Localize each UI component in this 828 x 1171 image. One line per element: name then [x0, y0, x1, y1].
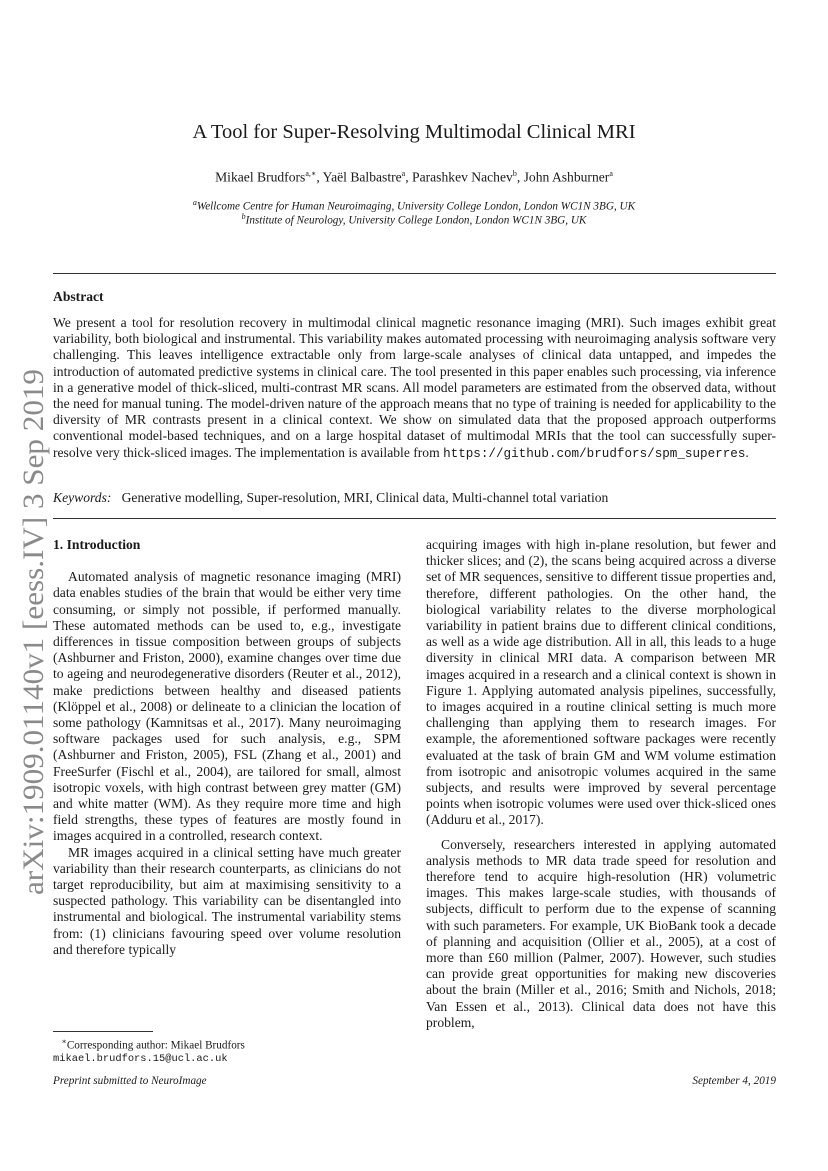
keywords-text: Generative modelling, Super-resolution, MRI, Clinical data, Multi-channel total variation	[121, 490, 609, 505]
affiliation-mark: b	[241, 212, 246, 221]
abstract-body	[53, 315, 776, 462]
affiliation-text: Institute of Neurology, University College London, London WC1N 3BG, UK	[245, 214, 587, 227]
keywords	[53, 490, 776, 506]
footnote-marker: ∗	[61, 1037, 67, 1046]
arxiv-stamp	[7, 367, 55, 897]
paragraph: acquiring images with high in-plane resolution, but fewer and thicker slices; and (2), the scans being acquired across a diverse set of MR sequences, sensitive to different tissue properties and, therefore, different pathologies. On the other hand, the biological variability relates to the diverse morphological variability in patient brains due to different clinical conditions, as well as a wide age distribution. All in all, this leads to a huge diversity in clinical MRI data. A comparison between MR images acquired in a research and a clinical context is shown in Figure 1. Applying automated analysis pipelines, successfully, to images acquired in a routine clinical setting is much more challenging than applying them to research images. For example, the aforementioned software packages were recently evaluated at the task of brain GM and WM volume estimation from isotropic and anisotropic volumes acquired in the same subjects, and results were improved by several percentage points when isotropic volumes were used over thick-sliced ones (Adduru et al., 2017).	[426, 537, 776, 828]
keywords-label: Keywords:	[53, 490, 112, 505]
abstract-rule	[53, 518, 776, 519]
header-rule	[53, 273, 776, 274]
paragraph: Conversely, researchers interested in applying automated analysis methods to MR data trade speed for resolution and therefore tend to acquire high-resolution (HR) volumetric images. This makes large-scale studies, with thousands of subjects, difficult to perform due to the expense of scanning with such parameters. For example, UK BioBank took a decade of planning and acquisition (Ollier et al., 2005), at a cost of more than £60 million (Palmer, 2007). However, such studies can provide great opportunities for making new discoveries about the brain (Miller et al., 2016; Smith and Nichols, 2018; Van Essen et al., 2013). Clinical data does not have this problem,	[426, 836, 776, 1030]
footer-date: September 4, 2019	[692, 1075, 776, 1087]
author-list: Mikael Brudfors$^{a,∗}$, Yaël Balbastre$^a$, Parashkev Nachev$^b$, John Ashburner$^a$	[215, 169, 613, 185]
section-heading: 1. Introduction	[53, 537, 141, 552]
paragraph: Automated analysis of magnetic resonance imaging (MRI) data enables studies of the brain that would be either very time consuming, or simply not possible, if performed manually. These automated methods can be used to, e.g., investigate differences in tissue composition between groups of subjects (Ashburner and Friston, 2000), examine changes over time due to ageing and neurodegenerative disorders (Reuter et al., 2012), make predictions between healthy and diseased patients (Klöppel et al., 2008) or delineate to a clinician the location of some pathology (Kamnitsas et al., 2017). Many neuroimaging software packages used for such analysis, e.g., SPM (Ashburner and Friston, 2005), FSL (Zhang et al., 2001) and FreeSurfer (Fischl et al., 2004), are tailored for small, almost isotropic voxels, with high contrast between grey matter (GM) and white matter (WM). As they require more time and high field strengths, these types of features are mostly found in images acquired in a controlled, research context.	[53, 569, 401, 844]
author-affil-mark: a,∗	[305, 169, 317, 178]
footer-journal: Preprint submitted to NeuroImage	[53, 1075, 207, 1087]
footnote	[53, 1035, 403, 1067]
repo-link[interactable]: https://github.com/brudfors/spm_superres	[443, 446, 746, 461]
affiliation	[0, 198, 828, 213]
paragraph: MR images acquired in a clinical setting have much greater variability than their research counterparts, as clinicians do not target reproducibility, but aim at maximising sensitivity to a suspected pathology. This variability can be disentangled into instrumental and biological. The instrumental variability stems from: (1) clinicians favouring speed over volume resolution and therefore typically	[53, 844, 401, 957]
abstract-end: .	[745, 444, 749, 460]
right-column	[426, 537, 776, 1031]
affiliation-mark: a	[192, 198, 197, 207]
author-affil-mark: b	[512, 169, 517, 178]
author-name: Parashkev Nachev	[412, 169, 513, 185]
footnote-text: Corresponding author: Mikael Brudfors	[66, 1039, 245, 1052]
abstract-heading: Abstract	[53, 289, 104, 304]
author-name: Mikael Brudfors	[215, 169, 306, 185]
author-name: Yaël Balbastre	[322, 169, 402, 185]
arxiv-id: arXiv:1909.01140v1 [eess.IV] 3 Sep 2019	[18, 396, 50, 895]
author-name: John Ashburner	[523, 169, 610, 185]
abstract-text: We present a tool for resolution recovery in multimodal clinical magnetic resonance imaging (MRI). Such images exhibit great variability, both biological and instrumental. This variability makes automated processing with neuroimaging analysis software very challenging. This leaves intelligence extractable only from large-scale analyses of clinical data untapped, and impedes the introduction of automated predictive systems in clinical care. The tool presented in this paper enables such processing, via inference in a generative model of thick-sliced, multi-contrast MR scans. All model parameters are estimated from the observed data, without the need for manual tuning. The model-driven nature of the approach means that no type of training is needed for applicability to the diversity of MR contrasts present in a clinical context. We show on simulated data that the proposed approach outperforms conventional model-based techniques, and on a large hospital dataset of multimodal MRIs that the tool can successfully super-resolve very thick-sliced images. The implementation is available from	[53, 315, 776, 460]
corresponding-email[interactable]: mikael.brudfors.15@ucl.ac.uk	[53, 1053, 228, 1066]
affiliation-text: Wellcome Centre for Human Neuroimaging, University College London, London WC1N 3BG, UK	[196, 200, 636, 213]
paper-title: A Tool for Super-Resolving Multimodal Clinical MRI	[192, 121, 636, 143]
left-column	[53, 537, 401, 958]
affiliation	[0, 212, 828, 227]
footnote-rule	[53, 1031, 153, 1032]
author-affil-mark: a	[609, 169, 613, 178]
author-affil-mark: a	[401, 169, 406, 178]
footnote-line	[53, 1035, 403, 1053]
